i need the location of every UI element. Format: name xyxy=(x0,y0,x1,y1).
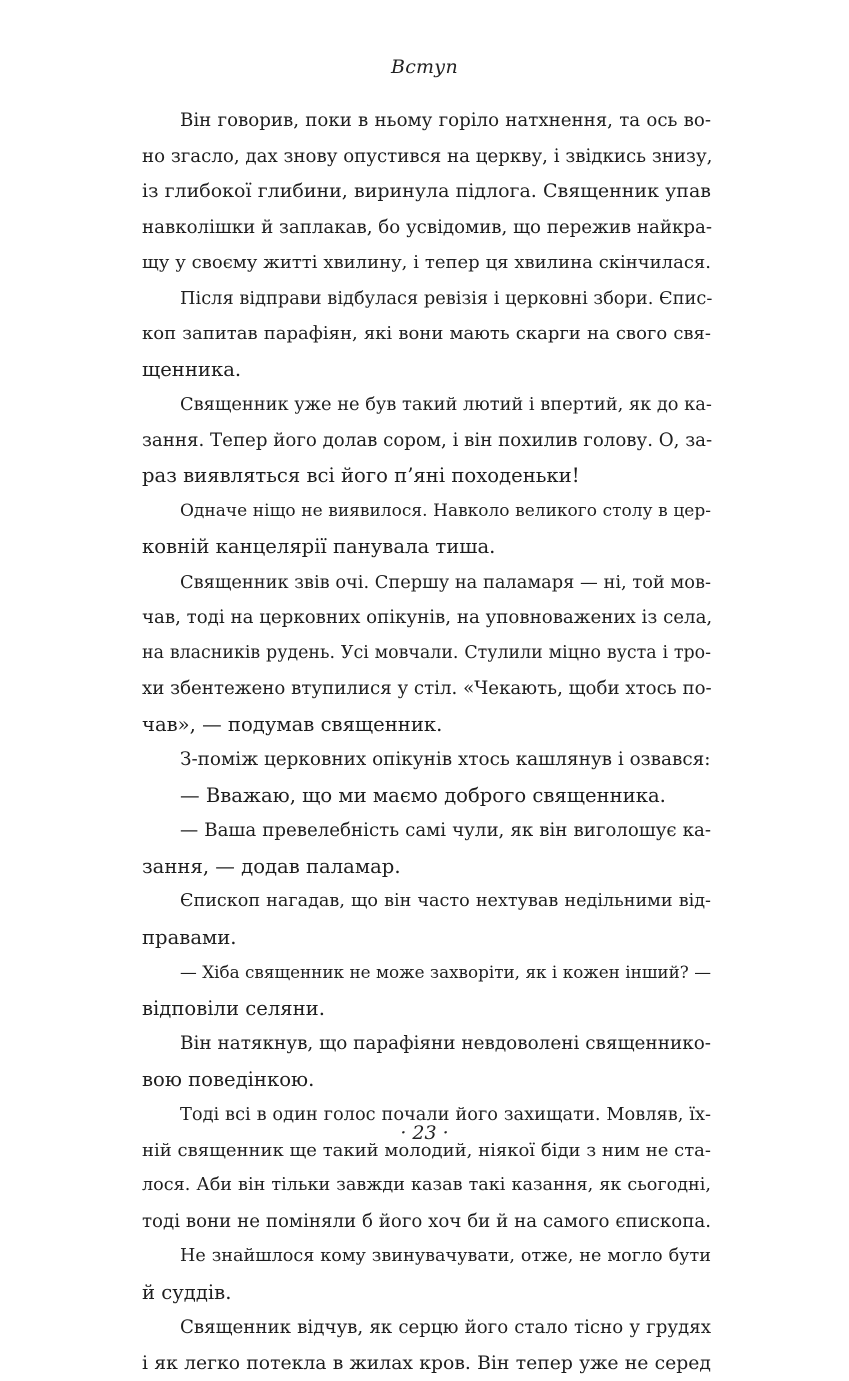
text-line: лося. Аби він тільки завжди казав такі казання, як сьогодні, xyxy=(142,1168,711,1204)
text-line: й суддів. xyxy=(142,1275,711,1311)
text-line: Він натякнув, що парафіяни невдоволені священнико- xyxy=(142,1026,711,1062)
text-line: із глибокої глибини, виринула підлога. Священник упав xyxy=(142,174,711,210)
text-line: Священник відчув, як серцю його стало тісно у грудях xyxy=(142,1310,711,1346)
text-line: відповіли селяни. xyxy=(142,991,711,1027)
text-line: навколішки й заплакав, бо усвідомив, що пережив найкра- xyxy=(142,210,711,246)
text-line: на власників рудень. Усі мовчали. Стулили міцно вуста і тро- xyxy=(142,636,711,672)
text-line: но згасло, дах знову опустився на церкву, і звідкись знизу, xyxy=(142,139,711,175)
text-line: зання. Тепер його долав сором, і він похилив голову. О, за- xyxy=(142,423,711,459)
text-line: Єпископ нагадав, що він часто нехтував недільними від- xyxy=(142,884,711,920)
page-number: · 23 · xyxy=(0,1122,849,1144)
text-line: Не знайшлося кому звинувачувати, отже, не могло бути xyxy=(142,1239,711,1275)
text-line: Одначе ніщо не виявилося. Навколо великого столу в цер- xyxy=(142,494,711,530)
text-line: — Хіба священник не може захворіти, як і кожен інший? — xyxy=(142,955,711,991)
text-line: тоді вони не поміняли б його хоч би й на самого єпископа. xyxy=(142,1204,711,1240)
text-line: правами. xyxy=(142,920,711,956)
text-line: — Вважаю, що ми маємо доброго священника. xyxy=(142,778,711,814)
text-line: ковній канцелярії панувала тиша. xyxy=(142,529,711,565)
text-line: Священник звів очі. Спершу на паламаря — ні, той мов- xyxy=(142,565,711,601)
text-line: зання, — додав паламар. xyxy=(142,849,711,885)
text-line: — Ваша превелебність самі чули, як він виголошує ка- xyxy=(142,813,711,849)
text-line: коп запитав парафіян, які вони мають скарги на свого свя- xyxy=(142,316,711,352)
text-line: вою поведінкою. xyxy=(142,1062,711,1098)
text-line: Тоді всі в один голос почали його захищати. Мовляв, їх- xyxy=(142,1097,711,1133)
text-line: З-поміж церковних опікунів хтось кашлянув і озвався: xyxy=(142,742,711,778)
text-line: чав, тоді на церковних опікунів, на уповноважених із села, xyxy=(142,600,711,636)
text-line: Він говорив, поки в ньому горіло натхнення, та ось во- xyxy=(142,103,711,139)
text-line: чав», — подумав священник. xyxy=(142,707,711,743)
text-line: щу у своєму житті хвилину, і тепер ця хвилина скінчилася. xyxy=(142,245,711,281)
text-line: Священник уже не був такий лютий і впертий, як до ка- xyxy=(142,387,711,423)
running-head: Вступ xyxy=(0,56,849,78)
text-line: ній священник ще такий молодий, ніякої біди з ним не ста- xyxy=(142,1133,711,1169)
text-line: Після відправи відбулася ревізія і церковні збори. Єпис- xyxy=(142,281,711,317)
body-text xyxy=(142,103,711,1381)
text-line: раз виявляться всі його п’яні походеньки! xyxy=(142,458,711,494)
text-line: щенника. xyxy=(142,352,711,388)
text-line: хи збентежено втупилися у стіл. «Чекають, щоби хтось по- xyxy=(142,671,711,707)
text-line: і як легко потекла в жилах кров. Він тепер уже не серед xyxy=(142,1346,711,1381)
